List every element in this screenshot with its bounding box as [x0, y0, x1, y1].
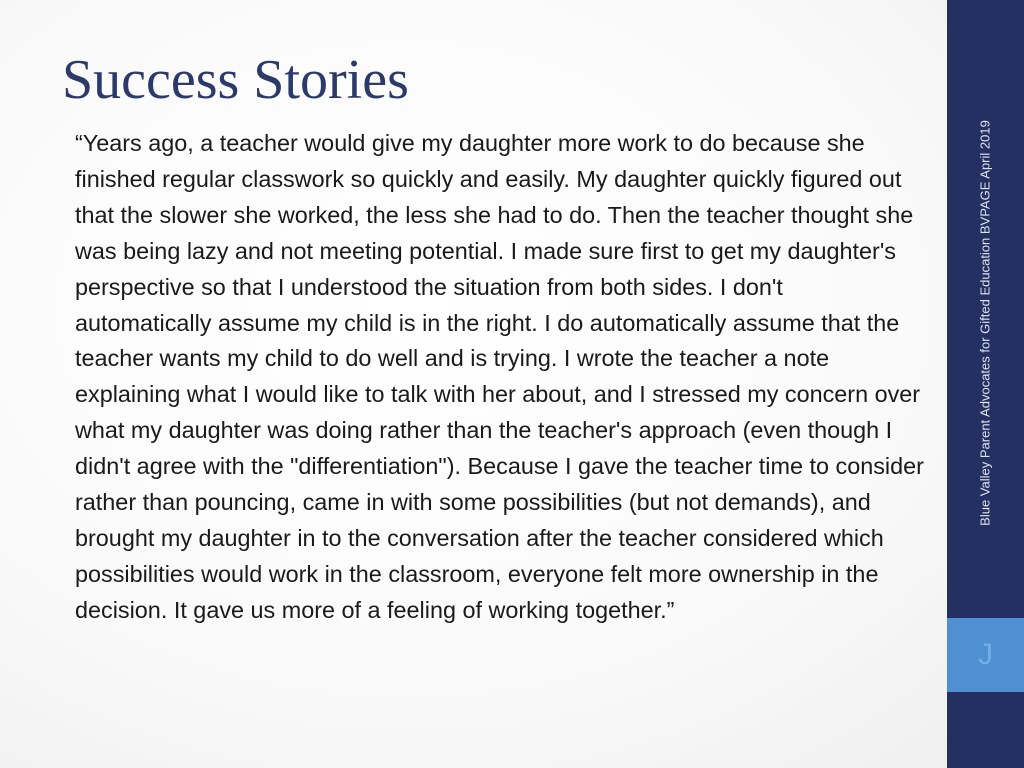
sidebar-footer [947, 0, 1024, 640]
footer-text: Blue Valley Parent Advocates for Gifted Education BVPAGE April 2019 [977, 120, 993, 526]
page-number: J [978, 638, 993, 671]
slide-title: Success Stories [62, 49, 409, 111]
page-number-badge [947, 618, 1024, 692]
quote-body: “Years ago, a teacher would give my daughter more work to do because she finished regular classwork so quickly and easily. My daughter quickly figured out that the slower she worked, the less she had to do. Then the teacher thought she was being lazy and not meeting potential. I made sure first to get my daughter's perspective so that I understood the situation from both sides. I don't automatically assume my child is in the right. I do automatically assume that the teacher wants my child to do well and is trying. I wrote the teacher a note explaining what I would like to talk with her about, and I stressed my concern over what my daughter was doing rather than the teacher's approach (even though I didn't agree with the "differentiation"). Because I gave the teacher time to consider rather than pouncing, came in with some possibilities (but not demands), and brought my daughter in to the conversation after the teacher considered which possibilities would work in the classroom, everyone felt more ownership in the decision. It gave us more of a feeling of working together.” [75, 130, 924, 623]
